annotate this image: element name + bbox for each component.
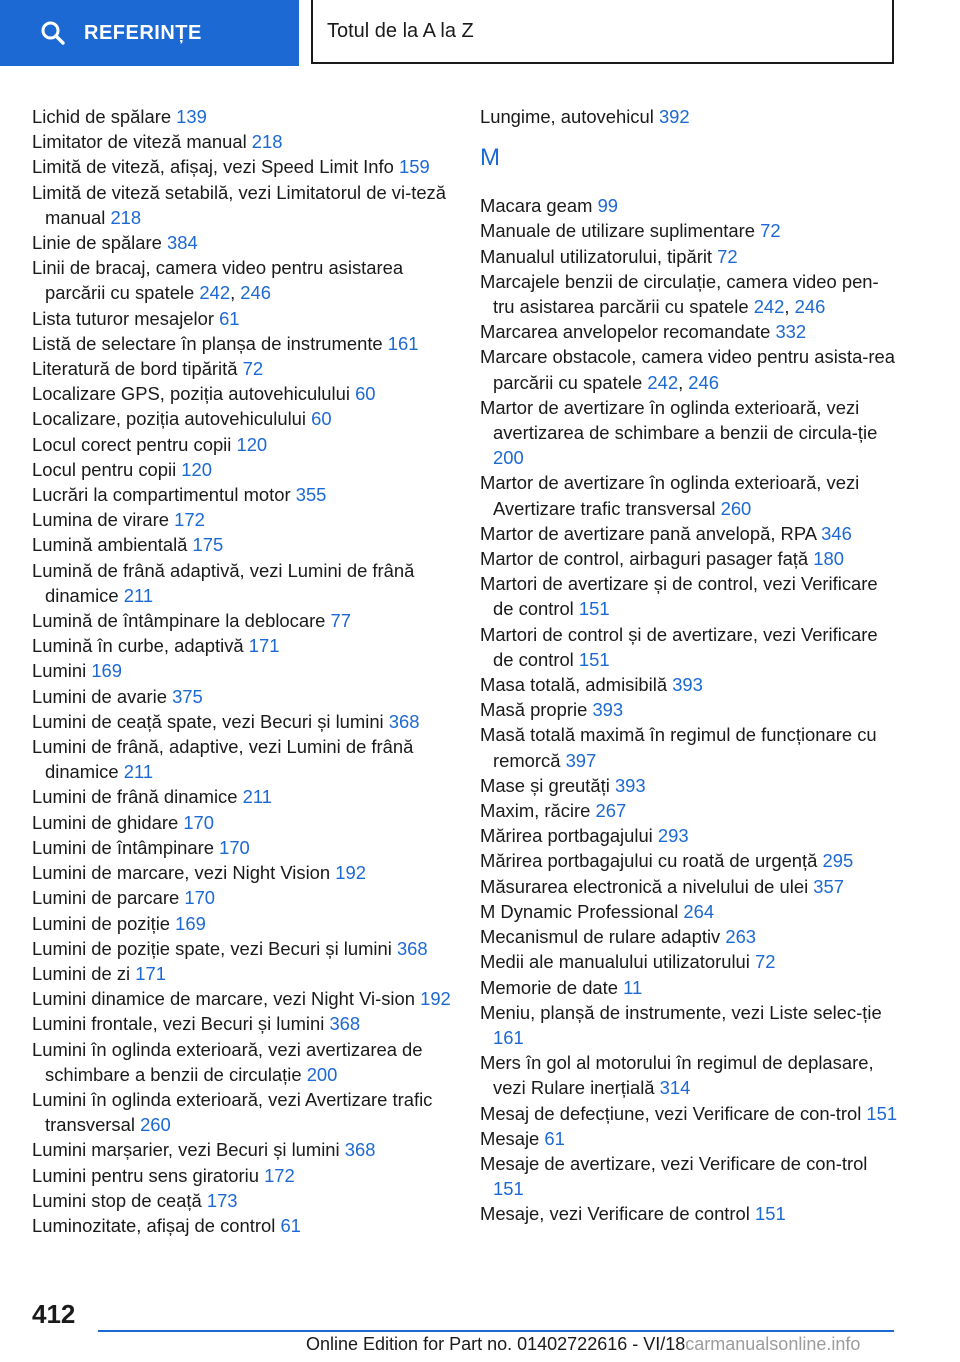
page-reference-link[interactable]: 175 bbox=[192, 534, 224, 556]
index-entry bbox=[32, 885, 452, 910]
page-reference-link[interactable]: 139 bbox=[176, 106, 207, 127]
index-entry bbox=[480, 571, 900, 621]
index-entry-text: Mesaje, vezi Verificare de control bbox=[480, 1203, 750, 1225]
page-reference-link[interactable]: 171 bbox=[248, 635, 280, 657]
index-entry-text: Mase și greutăți bbox=[480, 774, 610, 796]
index-entry-text: Lumini de ghidare bbox=[32, 811, 179, 833]
index-entry bbox=[32, 936, 452, 961]
page-reference-link[interactable]: 151 bbox=[493, 1178, 524, 1200]
index-entry bbox=[32, 986, 452, 1011]
index-entry bbox=[480, 697, 900, 722]
page-reference-link[interactable]: 200 bbox=[306, 1063, 338, 1085]
page-reference-link[interactable]: 72 bbox=[755, 951, 776, 973]
index-entry bbox=[480, 218, 900, 243]
index-entry bbox=[32, 457, 452, 482]
index-entry-text: Linii de bracaj, camera video pentru asistarea parcării cu spatele bbox=[32, 257, 404, 304]
index-entry-text: Lumini de ceață spate, vezi Becuri și lumini bbox=[32, 710, 384, 732]
page-reference-link[interactable]: 169 bbox=[91, 660, 122, 682]
section-title: Totul de la A la Z bbox=[327, 19, 474, 42]
index-entry bbox=[32, 306, 452, 331]
index-entry bbox=[480, 722, 900, 772]
index-entry-text: Limitator de viteză manual bbox=[32, 131, 247, 153]
index-entry bbox=[480, 773, 900, 798]
page-reference-link[interactable]: 393 bbox=[672, 674, 703, 696]
index-entry bbox=[32, 356, 452, 381]
index-entry bbox=[480, 1201, 900, 1226]
page-reference-link[interactable]: 264 bbox=[683, 900, 715, 922]
index-column-left bbox=[32, 104, 452, 1238]
footer-divider bbox=[98, 1330, 894, 1332]
index-letter-heading: M bbox=[480, 144, 500, 172]
footer-edition bbox=[306, 1334, 860, 1355]
page-reference-link[interactable]: 161 bbox=[387, 332, 419, 354]
page-reference-link[interactable]: 61 bbox=[280, 1214, 301, 1236]
index-entry bbox=[32, 406, 452, 431]
index-entry bbox=[32, 154, 452, 179]
page-reference-link[interactable]: 159 bbox=[398, 156, 430, 178]
index-entry bbox=[32, 835, 452, 860]
page-reference-link[interactable]: 60 bbox=[355, 383, 376, 405]
page-reference-link[interactable]: 120 bbox=[236, 433, 268, 455]
page-header bbox=[0, 0, 960, 66]
index-entry-text: Macara geam bbox=[480, 195, 593, 217]
index-entry-text: Lumini de parcare bbox=[32, 887, 180, 909]
page-reference-link[interactable]: 242 bbox=[199, 282, 231, 304]
index-entry bbox=[32, 961, 452, 986]
index-entry-text: Lumină în curbe, adaptivă bbox=[32, 635, 244, 657]
index-entry-text: Localizare, poziția autovehiculului bbox=[32, 408, 306, 430]
search-icon[interactable] bbox=[40, 20, 66, 46]
index-entry: Marcajele benzii de circulație, camera video pen‐tru asistarea parcării cu spatele 242, 246 bbox=[480, 270, 879, 318]
page-reference-link[interactable]: 260 bbox=[140, 1114, 171, 1136]
index-entry-text: Manuale de utilizare suplimentare bbox=[480, 220, 755, 242]
index-entry bbox=[480, 672, 900, 697]
index-entry-text: Lumini de frână, adaptive, vezi Lumini de frână dinamice bbox=[32, 736, 414, 783]
page-reference-link[interactable]: 368 bbox=[396, 937, 428, 959]
index-entry bbox=[480, 521, 900, 546]
index-entry bbox=[480, 899, 900, 924]
index-entry-text: Lumini stop de ceață bbox=[32, 1189, 202, 1211]
index-entry bbox=[32, 507, 452, 532]
index-entry-text: Lungime, autovehicul bbox=[480, 106, 654, 127]
page-reference-link[interactable]: 218 bbox=[110, 206, 142, 228]
index-entry-text: Linie de spălare bbox=[32, 232, 162, 254]
page-reference-link[interactable]: 393 bbox=[592, 699, 624, 721]
index-entry-text: Lumini bbox=[32, 660, 87, 682]
page-reference-link[interactable]: 72 bbox=[242, 358, 264, 380]
page-reference-link[interactable]: 170 bbox=[219, 836, 250, 858]
index-entry-text: Martor de avertizare în oglinda exterioară, vezi Avertizare trafic transversal bbox=[480, 472, 860, 519]
index-entry bbox=[480, 848, 900, 873]
page-reference-link[interactable]: 384 bbox=[166, 232, 198, 254]
index-entry bbox=[32, 381, 452, 406]
index-entry bbox=[32, 709, 452, 734]
page-reference-link[interactable]: 355 bbox=[295, 484, 327, 506]
index-entry-text: Lumini de marcare, vezi Night Vision bbox=[32, 862, 331, 884]
page-reference-link[interactable]: 151 bbox=[754, 1203, 786, 1225]
page-reference-link[interactable]: 246 bbox=[794, 296, 826, 318]
page-number: 412 bbox=[32, 1299, 76, 1329]
index-entry: Linii de bracaj, camera video pentru asistarea parcării cu spatele 242, 246 bbox=[32, 257, 404, 304]
index-entry-text: Lumini pentru sens giratoriu bbox=[32, 1164, 259, 1186]
index-entry-text: Lumini marșarier, vezi Becuri și lumini bbox=[32, 1139, 340, 1161]
page-reference-link[interactable]: 77 bbox=[330, 610, 352, 632]
page-reference-link[interactable]: 393 bbox=[614, 774, 646, 796]
index-entry-text: Luminozitate, afișaj de control bbox=[32, 1214, 276, 1236]
page-reference-link[interactable]: 192 bbox=[335, 862, 366, 884]
page-reference-link[interactable]: 392 bbox=[658, 106, 690, 127]
index-entry-text: Manualul utilizatorului, tipărit bbox=[480, 245, 713, 267]
index-entry-text: Listă de selectare în planșa de instrumente bbox=[32, 332, 383, 354]
index-entry bbox=[32, 1087, 452, 1137]
index-entry-text: Masa totală, admisibilă bbox=[480, 674, 668, 696]
page-reference-link[interactable]: 120 bbox=[181, 458, 212, 480]
index-entry-text: Masă proprie bbox=[480, 699, 588, 721]
index-entry-text: Mesaje bbox=[480, 1127, 540, 1149]
index-entry: Marcare obstacole, camera video pentru asista‐rea parcării cu spatele 242, 246 bbox=[480, 346, 896, 393]
index-entry bbox=[480, 874, 900, 899]
page-reference-link[interactable]: 246 bbox=[688, 371, 719, 393]
index-entry bbox=[32, 1163, 452, 1188]
index-entry bbox=[32, 608, 452, 633]
index-entry bbox=[32, 658, 452, 683]
index-entry-text: Lumini de întâmpinare bbox=[32, 836, 214, 858]
page-reference-link[interactable]: 211 bbox=[242, 786, 272, 808]
index-entries-before-letter bbox=[480, 104, 900, 129]
index-entry-text: Lumini frontale, vezi Becuri și lumini bbox=[32, 1013, 325, 1035]
index-entry-text: Mesaje de avertizare, vezi Verificare de con‐trol bbox=[480, 1152, 868, 1174]
index-entry-text: Maxim, răcire bbox=[480, 800, 591, 822]
page-reference-link[interactable]: 295 bbox=[822, 850, 854, 872]
index-entry bbox=[32, 180, 452, 230]
index-entry bbox=[480, 395, 900, 471]
page-reference-link[interactable]: 357 bbox=[813, 875, 844, 897]
page-reference-link[interactable]: 368 bbox=[388, 710, 420, 732]
index-entry bbox=[32, 482, 452, 507]
index-entry bbox=[480, 193, 900, 218]
index-entry-text: Lumini de zi bbox=[32, 962, 131, 984]
index-entry bbox=[32, 129, 452, 154]
page-reference-link[interactable]: 173 bbox=[206, 1189, 238, 1211]
page-reference-link[interactable]: 61 bbox=[219, 307, 240, 329]
index-entry-text: Martor de avertizare pană anvelopă, RPA bbox=[480, 522, 816, 544]
index-entry-text: Lumină de frână adaptivă, vezi Lumini de frână dinamice bbox=[32, 559, 415, 606]
index-entry-text: Mărirea portbagajului cu roată de urgență bbox=[480, 850, 818, 872]
index-entry bbox=[480, 1126, 900, 1151]
page-reference-link[interactable]: 61 bbox=[544, 1127, 565, 1149]
page-reference-link[interactable]: 151 bbox=[578, 648, 610, 670]
page-reference-link[interactable]: 242 bbox=[753, 296, 785, 318]
page-reference-link[interactable]: 192 bbox=[420, 988, 451, 1010]
index-entry bbox=[480, 1050, 900, 1100]
page-reference-link[interactable]: 314 bbox=[659, 1077, 691, 1099]
index-entry-text: Lumină de întâmpinare la deblocare bbox=[32, 610, 326, 632]
index-entry-text: Lichid de spălare bbox=[32, 106, 172, 127]
page-reference-link[interactable]: 72 bbox=[760, 220, 781, 242]
page-reference-link[interactable]: 263 bbox=[725, 926, 757, 948]
page-reference-link[interactable]: 293 bbox=[657, 825, 689, 847]
index-entry-text: Lumini dinamice de marcare, vezi Night Vi‐sion bbox=[32, 988, 415, 1010]
index-entry bbox=[32, 1011, 452, 1036]
page-reference-link[interactable]: 161 bbox=[493, 1026, 524, 1048]
index-entry bbox=[480, 1000, 900, 1050]
page-reference-link[interactable]: 368 bbox=[329, 1013, 361, 1035]
index-entry-text: Localizare GPS, poziția autovehiculului bbox=[32, 383, 350, 405]
index-entry bbox=[32, 558, 452, 608]
index-entry-text: Meniu, planșă de instrumente, vezi Liste selec‐ție bbox=[480, 1001, 882, 1023]
index-entry-text: Lumini în oglinda exterioară, vezi avertizarea de schimbare a benzii de circulație bbox=[32, 1038, 423, 1085]
page-reference-link[interactable]: 60 bbox=[311, 408, 332, 430]
page-reference-link[interactable]: 72 bbox=[717, 245, 738, 267]
index-entry bbox=[32, 532, 452, 557]
index-entry bbox=[32, 911, 452, 936]
index-entry-text: Mărirea portbagajului bbox=[480, 825, 653, 847]
page-reference-link[interactable]: 260 bbox=[720, 497, 752, 519]
index-entry bbox=[32, 104, 452, 129]
index-entry-text: Mesaj de defecțiune, vezi Verificare de con‐trol bbox=[480, 1102, 862, 1124]
index-entry bbox=[32, 1188, 452, 1213]
index-entry bbox=[480, 104, 900, 129]
index-entry-text: Marcare obstacole, camera video pentru asista‐rea parcării cu spatele bbox=[480, 346, 896, 393]
page-reference-link[interactable]: 211 bbox=[123, 584, 154, 606]
index-entry bbox=[32, 684, 452, 709]
index-column-right bbox=[480, 104, 900, 1227]
index-entry-text: Lumini de frână dinamice bbox=[32, 786, 238, 808]
page-reference-link[interactable]: 246 bbox=[240, 282, 271, 304]
index-entry-text: Lumina de virare bbox=[32, 509, 169, 531]
index-entry-text: Marcarea anvelopelor recomandate bbox=[480, 321, 771, 343]
page-reference-link[interactable]: 151 bbox=[578, 598, 610, 620]
index-entry bbox=[32, 633, 452, 658]
index-entry bbox=[32, 1037, 452, 1087]
index-entry bbox=[480, 319, 900, 344]
index-entry bbox=[480, 622, 900, 672]
index-entry-text: Măsurarea electronică a nivelului de ulei bbox=[480, 875, 809, 897]
index-entry-text: Mecanismul de rulare adaptiv bbox=[480, 926, 721, 948]
page-reference-link[interactable]: 170 bbox=[184, 887, 216, 909]
page-reference-link[interactable]: 267 bbox=[595, 800, 627, 822]
page-reference-link[interactable]: 99 bbox=[597, 195, 619, 217]
index-entry bbox=[480, 1101, 900, 1126]
index-entry-text: Lumină ambientală bbox=[32, 534, 188, 556]
index-entry-text: Martor de avertizare în oglinda exterioară, vezi avertizarea de schimbare a benzii de circula‐ție bbox=[480, 396, 878, 444]
references-tab-label: REFERINȚE bbox=[84, 21, 202, 44]
page-reference-link[interactable]: 375 bbox=[172, 685, 203, 707]
index-entry-text: Martori de avertizare și de control, vezi Verificare de control bbox=[480, 573, 878, 620]
index-entry-text: Lumini de avarie bbox=[32, 685, 167, 707]
index-entry bbox=[32, 432, 452, 457]
section-title-tab[interactable] bbox=[311, 0, 894, 64]
index-entry bbox=[480, 924, 900, 949]
index-entry-text: Lumini de poziție bbox=[32, 912, 171, 934]
index-entry bbox=[480, 546, 900, 571]
index-entry-text: Locul pentru copii bbox=[32, 458, 177, 480]
index-entry-text: Memorie de date bbox=[480, 976, 619, 998]
index-entry-text: Literatură de bord tipărită bbox=[32, 358, 238, 380]
index-entry bbox=[32, 734, 452, 784]
page-reference-link[interactable]: 172 bbox=[174, 509, 205, 531]
page-reference-link[interactable]: 11 bbox=[623, 976, 643, 998]
index-entry bbox=[480, 470, 900, 520]
index-entry-text: Martori de control și de avertizare, vezi Verificare de control bbox=[480, 623, 878, 670]
page-reference-link[interactable]: 242 bbox=[647, 371, 679, 393]
index-entry bbox=[32, 810, 452, 835]
index-entry bbox=[480, 1151, 900, 1201]
edition-text: Online Edition for Part no. 01402722616 - VI/18 bbox=[306, 1334, 686, 1354]
index-entry bbox=[32, 331, 452, 356]
page-reference-link[interactable]: 169 bbox=[175, 912, 206, 934]
index-entry-text: Lumini de poziție spate, vezi Becuri și lumini bbox=[32, 937, 392, 959]
page-reference-link[interactable]: 151 bbox=[866, 1102, 898, 1124]
watermark-text: carmanualsonline.info bbox=[685, 1334, 861, 1354]
page-reference-link[interactable]: 346 bbox=[821, 522, 852, 544]
index-entry-text: Martor de control, airbaguri pasager față bbox=[480, 548, 809, 570]
index-entry bbox=[32, 1137, 452, 1162]
index-entry-text: Marcajele benzii de circulație, camera video pen‐tru asistarea parcării cu spatele bbox=[480, 270, 879, 318]
index-entries-letter-m bbox=[480, 193, 900, 1226]
index-entry bbox=[32, 1213, 452, 1238]
page-reference-link[interactable]: 368 bbox=[344, 1139, 376, 1161]
page-reference-link[interactable]: 170 bbox=[183, 811, 215, 833]
index-entry bbox=[480, 823, 900, 848]
index-entry bbox=[32, 230, 452, 255]
index-entry bbox=[480, 798, 900, 823]
index-entry-text: Medii ale manualului utilizatorului bbox=[480, 951, 750, 973]
page-reference-link[interactable]: 200 bbox=[493, 447, 524, 469]
page-reference-link[interactable]: 172 bbox=[264, 1164, 295, 1186]
index-entry bbox=[480, 975, 900, 1000]
index-entry bbox=[32, 860, 452, 885]
index-entry-text: Limită de viteză, afișaj, vezi Speed Limit Info bbox=[32, 156, 394, 178]
index-entry-text: Locul corect pentru copii bbox=[32, 433, 232, 455]
page-reference-link[interactable]: 211 bbox=[123, 761, 154, 783]
index-entry-text: Limită de viteză setabilă, vezi Limitatorul de vi‐teză manual bbox=[32, 181, 446, 228]
page-reference-link[interactable]: 180 bbox=[813, 548, 844, 570]
index-entry-text: Lista tuturor mesajelor bbox=[32, 307, 214, 329]
index-entry-text: Masă totală maximă în regimul de funcționare cu remorcă bbox=[480, 724, 877, 771]
index-entry-text: Mers în gol al motorului în regimul de deplasare, vezi Rulare inerțială bbox=[480, 1052, 874, 1099]
index-entry bbox=[32, 784, 452, 809]
index-entry bbox=[480, 949, 900, 974]
page-reference-link[interactable]: 218 bbox=[251, 131, 283, 153]
index-entry-text: M Dynamic Professional bbox=[480, 900, 679, 922]
index-entry bbox=[480, 244, 900, 269]
references-tab[interactable] bbox=[0, 0, 299, 66]
page-reference-link[interactable]: 397 bbox=[565, 749, 597, 771]
page-reference-link[interactable]: 171 bbox=[135, 962, 166, 984]
page-reference-link[interactable]: 332 bbox=[775, 321, 807, 343]
index-entry-text: Lucrări la compartimentul motor bbox=[32, 484, 291, 506]
index-entry-text: Lumini în oglinda exterioară, vezi Avertizare trafic transversal bbox=[32, 1088, 433, 1136]
